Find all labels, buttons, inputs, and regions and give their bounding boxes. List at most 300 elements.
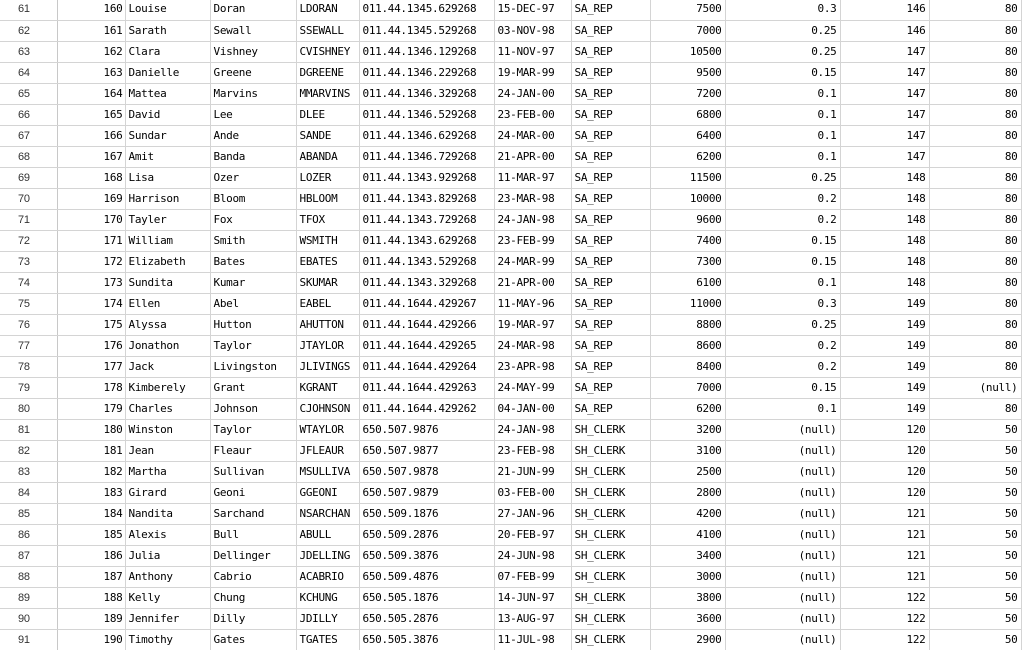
cell-department-id[interactable]: 80 bbox=[929, 252, 1021, 273]
cell-salary[interactable]: 10500 bbox=[650, 42, 725, 63]
cell-job-id[interactable]: SH_CLERK bbox=[571, 630, 650, 650]
row-number[interactable]: 74 bbox=[0, 273, 57, 294]
cell-hire-date[interactable]: 24-MAY-99 bbox=[494, 378, 571, 399]
cell-manager-id[interactable]: 146 bbox=[840, 21, 929, 42]
cell-email[interactable]: DLEE bbox=[296, 105, 359, 126]
row-number[interactable]: 87 bbox=[0, 546, 57, 567]
row-number[interactable]: 80 bbox=[0, 399, 57, 420]
cell-first-name[interactable]: Jennifer bbox=[125, 609, 210, 630]
table-row[interactable] bbox=[0, 210, 1021, 231]
cell-salary[interactable]: 7400 bbox=[650, 231, 725, 252]
cell-department-id[interactable]: 80 bbox=[929, 357, 1021, 378]
cell-department-id[interactable]: 80 bbox=[929, 189, 1021, 210]
row-number[interactable]: 69 bbox=[0, 168, 57, 189]
cell-phone-number[interactable]: 011.44.1343.729268 bbox=[359, 210, 494, 231]
cell-job-id[interactable]: SA_REP bbox=[571, 147, 650, 168]
cell-last-name[interactable]: Dilly bbox=[210, 609, 296, 630]
cell-manager-id[interactable]: 148 bbox=[840, 189, 929, 210]
table-row[interactable] bbox=[0, 420, 1021, 441]
row-number[interactable]: 68 bbox=[0, 147, 57, 168]
cell-hire-date[interactable]: 04-JAN-00 bbox=[494, 399, 571, 420]
cell-last-name[interactable]: Vishney bbox=[210, 42, 296, 63]
cell-job-id[interactable]: SA_REP bbox=[571, 336, 650, 357]
cell-department-id[interactable]: 50 bbox=[929, 567, 1021, 588]
table-row[interactable] bbox=[0, 378, 1021, 399]
cell-phone-number[interactable]: 011.44.1345.529268 bbox=[359, 21, 494, 42]
cell-salary[interactable]: 7000 bbox=[650, 378, 725, 399]
table-row[interactable] bbox=[0, 588, 1021, 609]
cell-email[interactable]: ABULL bbox=[296, 525, 359, 546]
cell-phone-number[interactable]: 650.507.9877 bbox=[359, 441, 494, 462]
cell-job-id[interactable]: SA_REP bbox=[571, 84, 650, 105]
cell-last-name[interactable]: Sewall bbox=[210, 21, 296, 42]
table-row[interactable] bbox=[0, 273, 1021, 294]
cell-department-id[interactable]: 80 bbox=[929, 315, 1021, 336]
cell-phone-number[interactable]: 011.44.1343.629268 bbox=[359, 231, 494, 252]
table-row[interactable] bbox=[0, 336, 1021, 357]
cell-phone-number[interactable]: 650.505.2876 bbox=[359, 609, 494, 630]
cell-first-name[interactable]: Anthony bbox=[125, 567, 210, 588]
cell-hire-date[interactable]: 07-FEB-99 bbox=[494, 567, 571, 588]
cell-commission-pct[interactable]: 0.15 bbox=[725, 252, 840, 273]
cell-phone-number[interactable]: 011.44.1644.429266 bbox=[359, 315, 494, 336]
cell-commission-pct[interactable]: 0.2 bbox=[725, 210, 840, 231]
cell-salary[interactable]: 3400 bbox=[650, 546, 725, 567]
table-row[interactable] bbox=[0, 483, 1021, 504]
cell-commission-pct[interactable]: 0.25 bbox=[725, 168, 840, 189]
cell-salary[interactable]: 3800 bbox=[650, 588, 725, 609]
cell-employee-id[interactable]: 176 bbox=[57, 336, 125, 357]
cell-email[interactable]: KCHUNG bbox=[296, 588, 359, 609]
cell-commission-pct[interactable]: (null) bbox=[725, 504, 840, 525]
cell-email[interactable]: WTAYLOR bbox=[296, 420, 359, 441]
cell-salary[interactable]: 11500 bbox=[650, 168, 725, 189]
cell-commission-pct[interactable]: 0.1 bbox=[725, 126, 840, 147]
cell-commission-pct[interactable]: 0.15 bbox=[725, 231, 840, 252]
cell-hire-date[interactable]: 27-JAN-96 bbox=[494, 504, 571, 525]
cell-job-id[interactable]: SH_CLERK bbox=[571, 546, 650, 567]
cell-employee-id[interactable]: 168 bbox=[57, 168, 125, 189]
cell-first-name[interactable]: Sarath bbox=[125, 21, 210, 42]
cell-last-name[interactable]: Doran bbox=[210, 0, 296, 21]
row-number[interactable]: 79 bbox=[0, 378, 57, 399]
cell-email[interactable]: CVISHNEY bbox=[296, 42, 359, 63]
cell-first-name[interactable]: Mattea bbox=[125, 84, 210, 105]
cell-department-id[interactable]: 80 bbox=[929, 0, 1021, 21]
cell-first-name[interactable]: Kimberely bbox=[125, 378, 210, 399]
cell-last-name[interactable]: Greene bbox=[210, 63, 296, 84]
row-number[interactable]: 63 bbox=[0, 42, 57, 63]
cell-department-id[interactable]: (null) bbox=[929, 378, 1021, 399]
cell-commission-pct[interactable]: 0.25 bbox=[725, 42, 840, 63]
cell-salary[interactable]: 7200 bbox=[650, 84, 725, 105]
cell-department-id[interactable]: 50 bbox=[929, 462, 1021, 483]
table-row[interactable] bbox=[0, 357, 1021, 378]
cell-employee-id[interactable]: 189 bbox=[57, 609, 125, 630]
cell-last-name[interactable]: Sullivan bbox=[210, 462, 296, 483]
cell-employee-id[interactable]: 164 bbox=[57, 84, 125, 105]
cell-hire-date[interactable]: 21-JUN-99 bbox=[494, 462, 571, 483]
cell-phone-number[interactable]: 650.505.1876 bbox=[359, 588, 494, 609]
cell-phone-number[interactable]: 011.44.1345.629268 bbox=[359, 0, 494, 21]
cell-job-id[interactable]: SH_CLERK bbox=[571, 462, 650, 483]
cell-manager-id[interactable]: 147 bbox=[840, 42, 929, 63]
cell-job-id[interactable]: SA_REP bbox=[571, 105, 650, 126]
cell-phone-number[interactable]: 011.44.1343.529268 bbox=[359, 252, 494, 273]
cell-commission-pct[interactable]: 0.2 bbox=[725, 189, 840, 210]
cell-phone-number[interactable]: 650.505.3876 bbox=[359, 630, 494, 650]
cell-first-name[interactable]: Lisa bbox=[125, 168, 210, 189]
cell-commission-pct[interactable]: 0.1 bbox=[725, 105, 840, 126]
cell-department-id[interactable]: 50 bbox=[929, 546, 1021, 567]
cell-employee-id[interactable]: 187 bbox=[57, 567, 125, 588]
cell-job-id[interactable]: SA_REP bbox=[571, 42, 650, 63]
table-row[interactable] bbox=[0, 252, 1021, 273]
cell-first-name[interactable]: William bbox=[125, 231, 210, 252]
cell-hire-date[interactable]: 24-JUN-98 bbox=[494, 546, 571, 567]
cell-hire-date[interactable]: 23-FEB-98 bbox=[494, 441, 571, 462]
cell-employee-id[interactable]: 161 bbox=[57, 21, 125, 42]
cell-hire-date[interactable]: 11-MAR-97 bbox=[494, 168, 571, 189]
cell-department-id[interactable]: 80 bbox=[929, 273, 1021, 294]
cell-phone-number[interactable]: 650.509.4876 bbox=[359, 567, 494, 588]
row-number[interactable]: 65 bbox=[0, 84, 57, 105]
cell-email[interactable]: GGEONI bbox=[296, 483, 359, 504]
cell-manager-id[interactable]: 149 bbox=[840, 399, 929, 420]
cell-phone-number[interactable]: 011.44.1343.829268 bbox=[359, 189, 494, 210]
cell-employee-id[interactable]: 183 bbox=[57, 483, 125, 504]
cell-manager-id[interactable]: 147 bbox=[840, 126, 929, 147]
cell-job-id[interactable]: SA_REP bbox=[571, 357, 650, 378]
cell-employee-id[interactable]: 171 bbox=[57, 231, 125, 252]
table-row[interactable] bbox=[0, 21, 1021, 42]
cell-first-name[interactable]: Danielle bbox=[125, 63, 210, 84]
cell-first-name[interactable]: Sundita bbox=[125, 273, 210, 294]
cell-last-name[interactable]: Grant bbox=[210, 378, 296, 399]
row-number[interactable]: 66 bbox=[0, 105, 57, 126]
cell-salary[interactable]: 9600 bbox=[650, 210, 725, 231]
row-number[interactable]: 67 bbox=[0, 126, 57, 147]
cell-first-name[interactable]: Julia bbox=[125, 546, 210, 567]
cell-hire-date[interactable]: 15-DEC-97 bbox=[494, 0, 571, 21]
cell-email[interactable]: KGRANT bbox=[296, 378, 359, 399]
cell-salary[interactable]: 7500 bbox=[650, 0, 725, 21]
cell-commission-pct[interactable]: (null) bbox=[725, 441, 840, 462]
cell-hire-date[interactable]: 19-MAR-99 bbox=[494, 63, 571, 84]
cell-email[interactable]: SSEWALL bbox=[296, 21, 359, 42]
cell-hire-date[interactable]: 20-FEB-97 bbox=[494, 525, 571, 546]
cell-email[interactable]: MMARVINS bbox=[296, 84, 359, 105]
cell-employee-id[interactable]: 173 bbox=[57, 273, 125, 294]
cell-hire-date[interactable]: 03-NOV-98 bbox=[494, 21, 571, 42]
cell-department-id[interactable]: 80 bbox=[929, 231, 1021, 252]
cell-phone-number[interactable]: 011.44.1346.229268 bbox=[359, 63, 494, 84]
cell-last-name[interactable]: Fox bbox=[210, 210, 296, 231]
cell-last-name[interactable]: Taylor bbox=[210, 420, 296, 441]
cell-phone-number[interactable]: 011.44.1644.429262 bbox=[359, 399, 494, 420]
cell-salary[interactable]: 9500 bbox=[650, 63, 725, 84]
cell-job-id[interactable]: SA_REP bbox=[571, 21, 650, 42]
cell-email[interactable]: EBATES bbox=[296, 252, 359, 273]
table-row[interactable] bbox=[0, 63, 1021, 84]
row-number[interactable]: 77 bbox=[0, 336, 57, 357]
cell-department-id[interactable]: 80 bbox=[929, 168, 1021, 189]
cell-commission-pct[interactable]: 0.2 bbox=[725, 357, 840, 378]
cell-salary[interactable]: 8400 bbox=[650, 357, 725, 378]
cell-department-id[interactable]: 50 bbox=[929, 588, 1021, 609]
cell-manager-id[interactable]: 148 bbox=[840, 210, 929, 231]
cell-manager-id[interactable]: 149 bbox=[840, 378, 929, 399]
table-row[interactable] bbox=[0, 147, 1021, 168]
cell-manager-id[interactable]: 147 bbox=[840, 63, 929, 84]
cell-hire-date[interactable]: 13-AUG-97 bbox=[494, 609, 571, 630]
cell-employee-id[interactable]: 174 bbox=[57, 294, 125, 315]
cell-job-id[interactable]: SH_CLERK bbox=[571, 588, 650, 609]
cell-salary[interactable]: 3200 bbox=[650, 420, 725, 441]
table-row[interactable] bbox=[0, 126, 1021, 147]
cell-employee-id[interactable]: 170 bbox=[57, 210, 125, 231]
cell-salary[interactable]: 6100 bbox=[650, 273, 725, 294]
cell-commission-pct[interactable]: (null) bbox=[725, 420, 840, 441]
cell-first-name[interactable]: Martha bbox=[125, 462, 210, 483]
cell-last-name[interactable]: Johnson bbox=[210, 399, 296, 420]
cell-commission-pct[interactable]: 0.1 bbox=[725, 273, 840, 294]
cell-department-id[interactable]: 80 bbox=[929, 147, 1021, 168]
cell-phone-number[interactable]: 650.507.9879 bbox=[359, 483, 494, 504]
cell-manager-id[interactable]: 122 bbox=[840, 630, 929, 650]
cell-manager-id[interactable]: 122 bbox=[840, 609, 929, 630]
cell-email[interactable]: HBLOOM bbox=[296, 189, 359, 210]
cell-first-name[interactable]: Jonathon bbox=[125, 336, 210, 357]
cell-hire-date[interactable]: 21-APR-00 bbox=[494, 273, 571, 294]
cell-department-id[interactable]: 80 bbox=[929, 21, 1021, 42]
cell-commission-pct[interactable]: (null) bbox=[725, 462, 840, 483]
cell-hire-date[interactable]: 11-JUL-98 bbox=[494, 630, 571, 650]
cell-department-id[interactable]: 50 bbox=[929, 630, 1021, 650]
table-row[interactable] bbox=[0, 441, 1021, 462]
cell-email[interactable]: JDILLY bbox=[296, 609, 359, 630]
cell-department-id[interactable]: 80 bbox=[929, 399, 1021, 420]
cell-salary[interactable]: 11000 bbox=[650, 294, 725, 315]
cell-job-id[interactable]: SA_REP bbox=[571, 315, 650, 336]
table-row[interactable] bbox=[0, 630, 1021, 650]
cell-employee-id[interactable]: 169 bbox=[57, 189, 125, 210]
row-number[interactable]: 75 bbox=[0, 294, 57, 315]
cell-salary[interactable]: 7300 bbox=[650, 252, 725, 273]
row-number[interactable]: 61 bbox=[0, 0, 57, 21]
cell-first-name[interactable]: Charles bbox=[125, 399, 210, 420]
cell-manager-id[interactable]: 120 bbox=[840, 420, 929, 441]
cell-commission-pct[interactable]: (null) bbox=[725, 483, 840, 504]
cell-commission-pct[interactable]: 0.1 bbox=[725, 399, 840, 420]
cell-employee-id[interactable]: 167 bbox=[57, 147, 125, 168]
cell-department-id[interactable]: 80 bbox=[929, 294, 1021, 315]
cell-job-id[interactable]: SH_CLERK bbox=[571, 567, 650, 588]
cell-employee-id[interactable]: 165 bbox=[57, 105, 125, 126]
cell-salary[interactable]: 4100 bbox=[650, 525, 725, 546]
cell-department-id[interactable]: 80 bbox=[929, 84, 1021, 105]
cell-department-id[interactable]: 50 bbox=[929, 420, 1021, 441]
table-row[interactable] bbox=[0, 315, 1021, 336]
cell-job-id[interactable]: SA_REP bbox=[571, 294, 650, 315]
cell-hire-date[interactable]: 11-MAY-96 bbox=[494, 294, 571, 315]
cell-phone-number[interactable]: 011.44.1346.529268 bbox=[359, 105, 494, 126]
cell-first-name[interactable]: Louise bbox=[125, 0, 210, 21]
cell-salary[interactable]: 8800 bbox=[650, 315, 725, 336]
cell-department-id[interactable]: 50 bbox=[929, 483, 1021, 504]
cell-job-id[interactable]: SH_CLERK bbox=[571, 609, 650, 630]
cell-salary[interactable]: 2500 bbox=[650, 462, 725, 483]
cell-last-name[interactable]: Banda bbox=[210, 147, 296, 168]
cell-first-name[interactable]: Kelly bbox=[125, 588, 210, 609]
cell-first-name[interactable]: Jean bbox=[125, 441, 210, 462]
cell-email[interactable]: JTAYLOR bbox=[296, 336, 359, 357]
cell-salary[interactable]: 4200 bbox=[650, 504, 725, 525]
cell-email[interactable]: LOZER bbox=[296, 168, 359, 189]
cell-commission-pct[interactable]: 0.1 bbox=[725, 84, 840, 105]
cell-last-name[interactable]: Livingston bbox=[210, 357, 296, 378]
cell-last-name[interactable]: Bull bbox=[210, 525, 296, 546]
cell-email[interactable]: NSARCHAN bbox=[296, 504, 359, 525]
cell-employee-id[interactable]: 184 bbox=[57, 504, 125, 525]
cell-phone-number[interactable]: 011.44.1343.329268 bbox=[359, 273, 494, 294]
row-number[interactable]: 85 bbox=[0, 504, 57, 525]
row-number[interactable]: 83 bbox=[0, 462, 57, 483]
cell-job-id[interactable]: SA_REP bbox=[571, 399, 650, 420]
row-number[interactable]: 71 bbox=[0, 210, 57, 231]
cell-first-name[interactable]: Amit bbox=[125, 147, 210, 168]
cell-last-name[interactable]: Sarchand bbox=[210, 504, 296, 525]
cell-commission-pct[interactable]: 0.3 bbox=[725, 294, 840, 315]
table-row[interactable] bbox=[0, 546, 1021, 567]
cell-manager-id[interactable]: 146 bbox=[840, 0, 929, 21]
cell-employee-id[interactable]: 177 bbox=[57, 357, 125, 378]
cell-salary[interactable]: 6800 bbox=[650, 105, 725, 126]
cell-job-id[interactable]: SH_CLERK bbox=[571, 420, 650, 441]
cell-last-name[interactable]: Bloom bbox=[210, 189, 296, 210]
cell-phone-number[interactable]: 011.44.1346.129268 bbox=[359, 42, 494, 63]
cell-hire-date[interactable]: 03-FEB-00 bbox=[494, 483, 571, 504]
cell-salary[interactable]: 3100 bbox=[650, 441, 725, 462]
cell-first-name[interactable]: Harrison bbox=[125, 189, 210, 210]
cell-first-name[interactable]: Timothy bbox=[125, 630, 210, 650]
cell-first-name[interactable]: Elizabeth bbox=[125, 252, 210, 273]
cell-last-name[interactable]: Taylor bbox=[210, 336, 296, 357]
cell-first-name[interactable]: Jack bbox=[125, 357, 210, 378]
cell-phone-number[interactable]: 650.509.3876 bbox=[359, 546, 494, 567]
cell-job-id[interactable]: SA_REP bbox=[571, 210, 650, 231]
row-number[interactable]: 81 bbox=[0, 420, 57, 441]
cell-phone-number[interactable]: 011.44.1644.429264 bbox=[359, 357, 494, 378]
cell-hire-date[interactable]: 23-FEB-00 bbox=[494, 105, 571, 126]
cell-salary[interactable]: 8600 bbox=[650, 336, 725, 357]
cell-hire-date[interactable]: 24-MAR-99 bbox=[494, 252, 571, 273]
cell-job-id[interactable]: SA_REP bbox=[571, 189, 650, 210]
table-row[interactable] bbox=[0, 294, 1021, 315]
row-number[interactable]: 70 bbox=[0, 189, 57, 210]
cell-last-name[interactable]: Gates bbox=[210, 630, 296, 650]
cell-department-id[interactable]: 80 bbox=[929, 126, 1021, 147]
cell-hire-date[interactable]: 19-MAR-97 bbox=[494, 315, 571, 336]
cell-first-name[interactable]: Sundar bbox=[125, 126, 210, 147]
cell-last-name[interactable]: Fleaur bbox=[210, 441, 296, 462]
cell-last-name[interactable]: Marvins bbox=[210, 84, 296, 105]
cell-job-id[interactable]: SA_REP bbox=[571, 378, 650, 399]
cell-department-id[interactable]: 80 bbox=[929, 42, 1021, 63]
cell-manager-id[interactable]: 148 bbox=[840, 168, 929, 189]
cell-first-name[interactable]: Nandita bbox=[125, 504, 210, 525]
table-row[interactable] bbox=[0, 0, 1021, 21]
row-number[interactable]: 82 bbox=[0, 441, 57, 462]
cell-department-id[interactable]: 80 bbox=[929, 63, 1021, 84]
row-number[interactable]: 86 bbox=[0, 525, 57, 546]
cell-employee-id[interactable]: 190 bbox=[57, 630, 125, 650]
cell-manager-id[interactable]: 121 bbox=[840, 546, 929, 567]
cell-hire-date[interactable]: 23-MAR-98 bbox=[494, 189, 571, 210]
cell-manager-id[interactable]: 149 bbox=[840, 315, 929, 336]
cell-employee-id[interactable]: 179 bbox=[57, 399, 125, 420]
cell-first-name[interactable]: David bbox=[125, 105, 210, 126]
table-row[interactable] bbox=[0, 504, 1021, 525]
cell-department-id[interactable]: 80 bbox=[929, 336, 1021, 357]
cell-email[interactable]: TGATES bbox=[296, 630, 359, 650]
cell-email[interactable]: CJOHNSON bbox=[296, 399, 359, 420]
cell-salary[interactable]: 6400 bbox=[650, 126, 725, 147]
cell-last-name[interactable]: Dellinger bbox=[210, 546, 296, 567]
cell-first-name[interactable]: Winston bbox=[125, 420, 210, 441]
cell-last-name[interactable]: Ande bbox=[210, 126, 296, 147]
cell-commission-pct[interactable]: 0.1 bbox=[725, 147, 840, 168]
table-row[interactable] bbox=[0, 231, 1021, 252]
cell-phone-number[interactable]: 011.44.1644.429263 bbox=[359, 378, 494, 399]
cell-first-name[interactable]: Girard bbox=[125, 483, 210, 504]
cell-hire-date[interactable]: 21-APR-00 bbox=[494, 147, 571, 168]
row-number[interactable]: 90 bbox=[0, 609, 57, 630]
cell-manager-id[interactable]: 121 bbox=[840, 567, 929, 588]
cell-manager-id[interactable]: 147 bbox=[840, 84, 929, 105]
cell-department-id[interactable]: 50 bbox=[929, 525, 1021, 546]
cell-commission-pct[interactable]: 0.15 bbox=[725, 63, 840, 84]
cell-email[interactable]: JDELLING bbox=[296, 546, 359, 567]
cell-job-id[interactable]: SH_CLERK bbox=[571, 483, 650, 504]
cell-salary[interactable]: 3600 bbox=[650, 609, 725, 630]
cell-manager-id[interactable]: 147 bbox=[840, 105, 929, 126]
cell-phone-number[interactable]: 011.44.1644.429267 bbox=[359, 294, 494, 315]
cell-email[interactable]: ABANDA bbox=[296, 147, 359, 168]
cell-job-id[interactable]: SA_REP bbox=[571, 0, 650, 21]
cell-phone-number[interactable]: 650.507.9878 bbox=[359, 462, 494, 483]
cell-last-name[interactable]: Cabrio bbox=[210, 567, 296, 588]
cell-department-id[interactable]: 80 bbox=[929, 105, 1021, 126]
table-row[interactable] bbox=[0, 567, 1021, 588]
cell-job-id[interactable]: SH_CLERK bbox=[571, 525, 650, 546]
cell-hire-date[interactable]: 24-MAR-98 bbox=[494, 336, 571, 357]
cell-email[interactable]: ACABRIO bbox=[296, 567, 359, 588]
row-number[interactable]: 78 bbox=[0, 357, 57, 378]
cell-commission-pct[interactable]: (null) bbox=[725, 609, 840, 630]
cell-first-name[interactable]: Tayler bbox=[125, 210, 210, 231]
cell-salary[interactable]: 3000 bbox=[650, 567, 725, 588]
cell-salary[interactable]: 7000 bbox=[650, 21, 725, 42]
cell-manager-id[interactable]: 120 bbox=[840, 462, 929, 483]
cell-email[interactable]: LDORAN bbox=[296, 0, 359, 21]
cell-email[interactable]: JFLEAUR bbox=[296, 441, 359, 462]
cell-employee-id[interactable]: 175 bbox=[57, 315, 125, 336]
row-number[interactable]: 84 bbox=[0, 483, 57, 504]
cell-employee-id[interactable]: 160 bbox=[57, 0, 125, 21]
cell-salary[interactable]: 10000 bbox=[650, 189, 725, 210]
table-row[interactable] bbox=[0, 84, 1021, 105]
